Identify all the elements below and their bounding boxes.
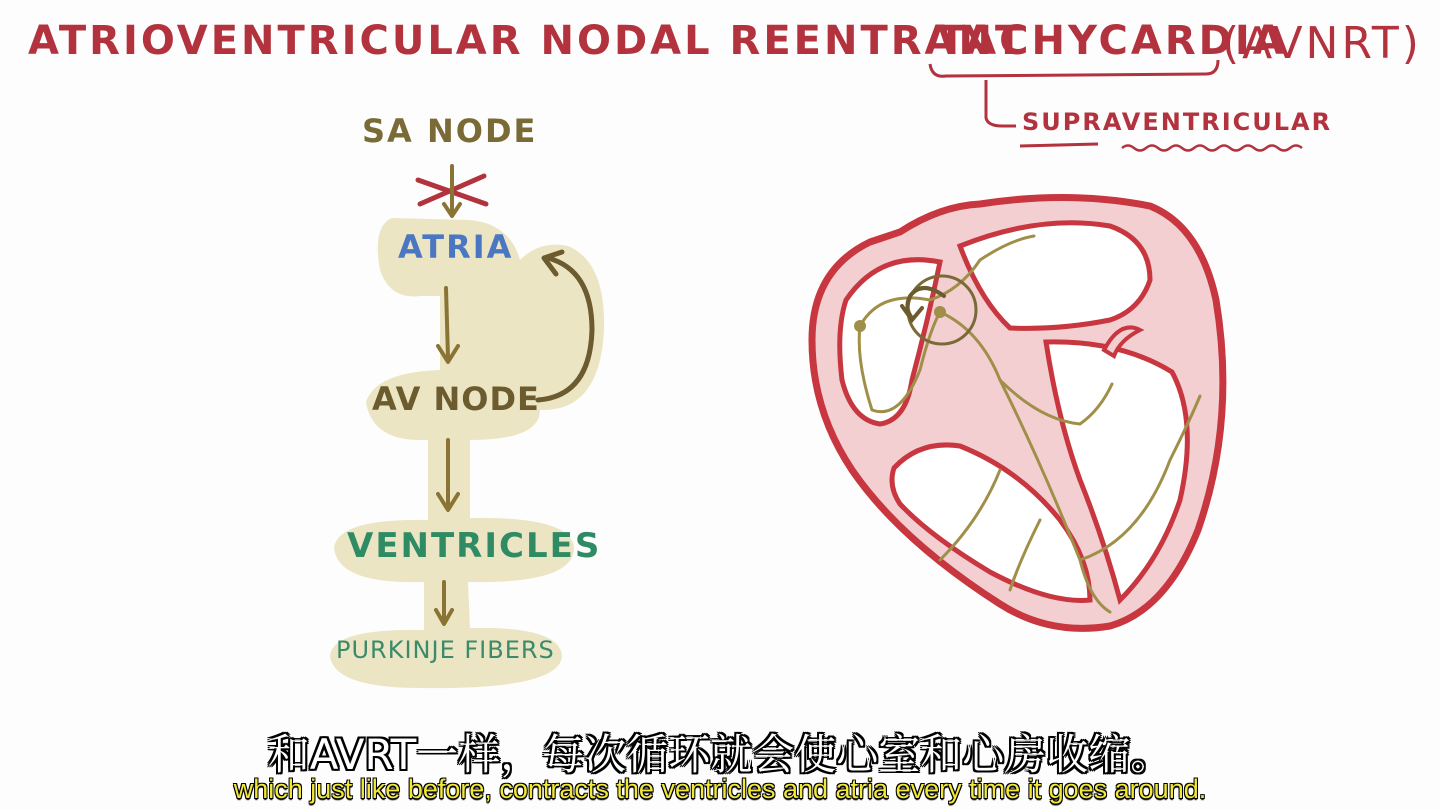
supra-wavy-underline — [1122, 146, 1302, 151]
title-tachycardia: TACHYCARDIA — [938, 18, 1287, 64]
supraventricular-label: SUPRAVENTRICULAR — [1022, 108, 1333, 136]
purkinje-label: PURKINJE FIBERS — [336, 636, 555, 664]
subtitle-chinese: 和AVRT一样，每次循环就会使心室和心房收缩。 — [267, 730, 1173, 779]
subtitle-english: which just like before, contracts the ventricles and atria every time it goes around. — [233, 774, 1207, 804]
av-node-dot — [934, 306, 946, 318]
heart-diagram — [812, 197, 1223, 628]
ventricles-label: VENTRICLES — [347, 526, 602, 566]
pathway-highlight — [330, 218, 604, 688]
arrow-atria-av — [446, 288, 448, 358]
sa-node-label: SA NODE — [362, 112, 538, 150]
title-main: ATRIOVENTRICULAR NODAL REENTRANT — [28, 18, 1026, 64]
sa-node-dot — [854, 320, 866, 332]
av-node-label: AV NODE — [372, 380, 540, 418]
supra-underline — [1020, 144, 1098, 146]
atria-label: ATRIA — [398, 228, 514, 266]
pathway-highlight-shape — [330, 218, 604, 688]
title-abbreviation: (AVNRT) — [1222, 18, 1422, 69]
supra-connector — [986, 80, 1016, 126]
